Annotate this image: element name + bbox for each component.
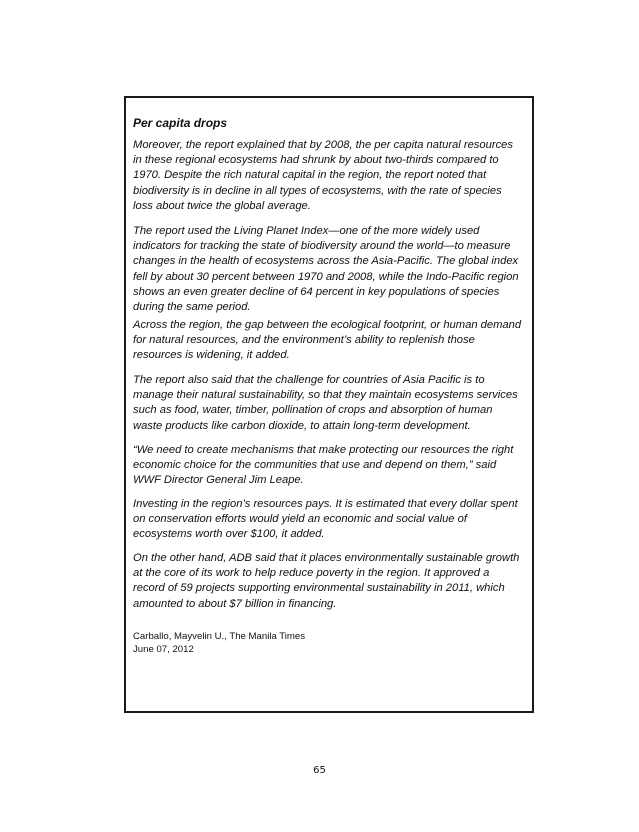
text-line: indicators for tracking the state of biodiversity around the world—to measure [133, 240, 511, 253]
text-line: waste products like carbon dioxide, to attain long-term development. [133, 419, 471, 432]
source-author: Carballo, Mayvelin U., The Manila Times [133, 631, 306, 642]
paragraph-living-planet-index [133, 224, 531, 315]
text-line: Across the region, the gap between the ecological footprint, or human demand [133, 319, 522, 331]
text-line: in these regional ecosystems had shrunk by about two-thirds compared to [133, 154, 499, 167]
text-line: during the same period. [133, 301, 251, 314]
paragraph-quote [133, 443, 531, 489]
text-line: 1970. Despite the rich natural capital in the region, the report noted that [133, 169, 487, 182]
text-line: at the core of its work to help reduce poverty in the region. It approved a [133, 567, 490, 580]
text-line: for natural resources, and the environment’s ability to replenish those [133, 334, 475, 347]
text-line: “We need to create mechanisms that make protecting our resources the right [133, 444, 514, 456]
text-line: WWF Director General Jim Leape. [133, 474, 304, 487]
source-citation [133, 631, 305, 656]
text-line: Investing in the region’s resources pays. It is estimated that every dollar spent [133, 498, 518, 510]
text-line: on conservation efforts would yield an economic and social value of [133, 513, 467, 526]
text-line: economic choice for the communities that use and depend on them,” said [133, 459, 497, 472]
text-line: The report also said that the challenge for countries of Asia Pacific is to [133, 374, 485, 386]
text-line: ecosystems worth over $100, it added. [133, 528, 325, 541]
text-line: biodiversity is in decline in all types of ecosystems, with the rate of species [133, 184, 502, 197]
text-line: fell by about 30 percent between 1970 and 2008, while the Indo-Pacific region [133, 270, 519, 283]
text-line: changes in the health of ecosystems across the Asia-Pacific. The global index [133, 255, 519, 268]
text-line: loss about twice the global average. [133, 199, 311, 212]
text-line: amounted to about $7 billion in financing. [133, 597, 337, 610]
paragraph-adb [133, 551, 531, 612]
text-line: The report used the Living Planet Index—one of the more widely used [133, 225, 480, 237]
text-line: Moreover, the report explained that by 2008, the per capita natural resources [133, 139, 513, 151]
text-line: such as food, water, timber, pollination of crops and absorption of human [133, 404, 493, 417]
source-date: June 07, 2012 [133, 643, 194, 655]
text-line: resources is widening, it added. [133, 349, 290, 362]
paragraph-ecological-footprint [133, 318, 531, 364]
text-line: record of 59 projects supporting environmental sustainability in 2011, which [133, 582, 505, 595]
paragraph-investing [133, 497, 531, 543]
text-line: shows an even greater decline of 64 percent in key populations of species [133, 285, 500, 298]
paragraph-per-capita [133, 138, 531, 214]
page-number: 65 [313, 765, 326, 776]
article-heading: Per capita drops [133, 116, 228, 130]
text-line: On the other hand, ADB said that it places environmentally sustainable growth [133, 552, 520, 564]
paragraph-challenge [133, 373, 531, 434]
text-line: manage their natural sustainability, so that they maintain ecosystems services [133, 389, 518, 402]
